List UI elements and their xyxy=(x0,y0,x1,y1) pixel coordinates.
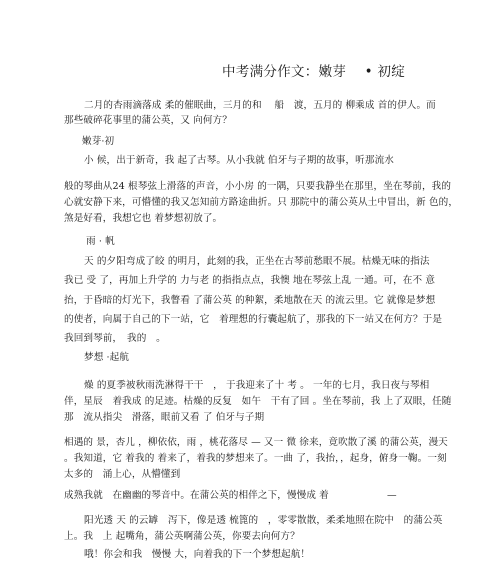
text-line: 我已 受 了，再加上升学的 力与老 的指指点点，我懊 地在琴弦上乱 一通。可，在不 意 xyxy=(64,275,436,286)
text-line: 燥 的夏季被秋雨洗淋得干干 ， 于我迎来了十 考 。 一年的七月，我日夜与琴相 xyxy=(84,380,430,391)
text-line: 那些破碎花事里的蒲公英，又 向何方？ xyxy=(64,115,232,126)
text-line: 上。我 上 起嘴角，蒲公英啊蒲公英，你要去向何方？ xyxy=(64,531,300,542)
text-line: 阳光透 天 的云罅 泻下，像是透 梳篦的 ，零零散散，柔柔地照在院中 的蒲公英 xyxy=(84,515,443,526)
text-line: 那 流从指尖 滑落，眼前又看 了 伯牙与子期 xyxy=(64,412,265,423)
text-line: 二月的杏雨滴落成 柔的催眠曲，三月的和 船 渡，五月的 柳乘成 首的伊人。而 xyxy=(84,100,436,111)
text-line: 抬，于昏暗的灯光下，我瞥看 了蒲公英 的种絮，柔地散在天 的流云里。它 就像是梦想 xyxy=(64,295,436,306)
text-line: 。我知道，它 着我的 着来了，着我的梦想来了。一曲 了，我抬，，起身，俯身一鞠。一刻 xyxy=(64,453,447,464)
text-line: 成熟我就 在幽幽的琴音中。在蒲公英的相伴之下，慢慢成 着 — xyxy=(64,490,397,501)
text-line: 我回到琴前， 我的 。 xyxy=(64,333,166,344)
text-line: 煞是好看，我想它也 着梦想初放了。 xyxy=(64,213,223,224)
text-line: 太多的 涌上心，从懵懂到 xyxy=(64,469,181,480)
text-line: 般的琴曲从24 根琴弦上滑落的声音，小小房 的一隅，只要我静坐在那里，坐在琴前，我的 xyxy=(64,181,452,192)
text-line: 伴，星辰 着我成 的足迹。枯燥的反复 如午 干有了回 。坐在琴前，我 上了双眼，任随 xyxy=(64,396,452,407)
section-heading: 嫩芽·初 xyxy=(82,136,115,147)
section-heading: 雨 · 帆 xyxy=(86,236,115,247)
article-title: 中考满分作文：嫩芽 • 初绽 xyxy=(222,64,406,80)
text-line: 天 的夕阳弯成了皎 的明月，此刻的我，正坐在古琴前愁眼不展。枯燥无味的指法 xyxy=(84,256,430,267)
text-line: 的使者，向属于自己的下一站，它 着理想的行囊起航了，那我的下一站又在何方？于是 xyxy=(64,314,443,325)
section-heading: 梦想 ·起航 xyxy=(84,352,130,363)
text-line: 相遇的 景，杏儿 ，柳依依，雨 ，桃花落尽 — 又一 微 徐来，竟吹散了溪 的蒲公英，漫天 xyxy=(64,437,448,448)
text-line: 哦！你会和我 慢慢 大，向着我的下一个梦想起航！ xyxy=(84,549,311,560)
text-line: 心就安静下来，可懵懂的我又怎知前方路途曲折。只 那院中的蒲公英从土中冒出，新 色的， xyxy=(64,197,459,208)
text-line: 小 候，出于新奇，我 起了古琴。从小我就 伯牙与子期的故事，听那流水 xyxy=(84,155,394,166)
